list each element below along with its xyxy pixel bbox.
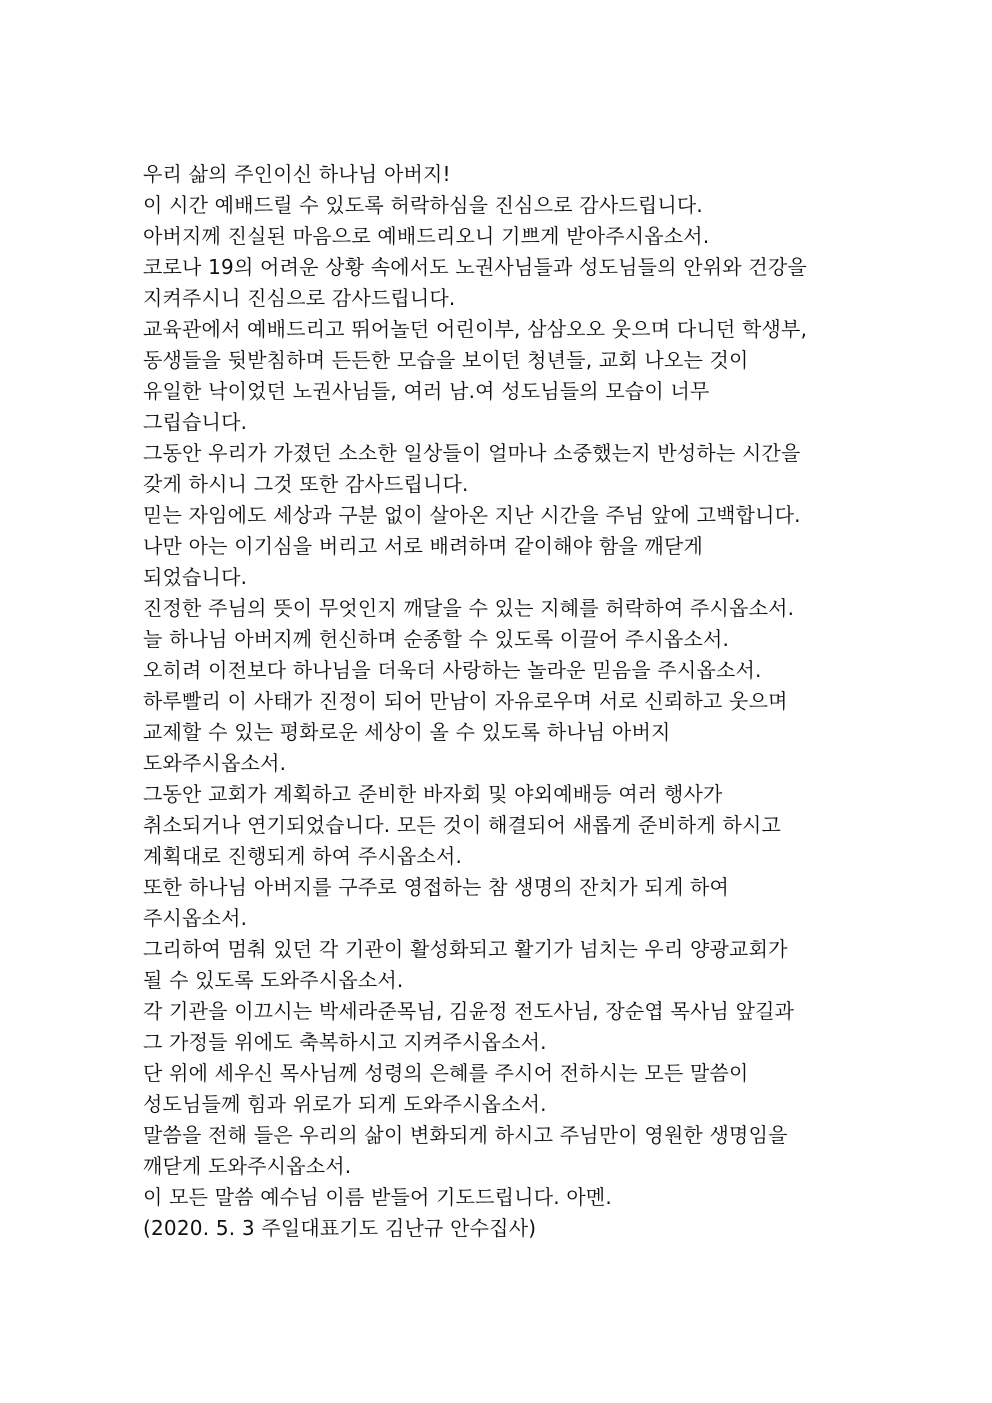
text-line: 이 모든 말씀 예수님 이름 받들어 기도드립니다. 아멘. xyxy=(143,1185,612,1209)
text-line: 진정한 주님의 뜻이 무엇인지 깨달을 수 있는 지혜를 허락하여 주시옵소서. xyxy=(143,596,795,620)
text-line: 취소되거나 연기되었습니다. 모든 것이 해결되어 새롭게 준비하게 하시고 xyxy=(143,813,782,837)
text-line: 이 시간 예배드릴 수 있도록 허락하심을 진심으로 감사드립니다. xyxy=(143,193,703,217)
text-line: 말씀을 전해 들은 우리의 삶이 변화되게 하시고 주님만이 영원한 생명임을 xyxy=(143,1123,788,1147)
text-line: 갖게 하시니 그것 또한 감사드립니다. xyxy=(143,472,469,496)
text-line: 그동안 우리가 가졌던 소소한 일상들이 얼마나 소중했는지 반성하는 시간을 xyxy=(143,441,801,465)
text-line: 되었습니다. xyxy=(143,565,248,589)
text-line: 깨닫게 도와주시옵소서. xyxy=(143,1154,352,1178)
text-line: 그동안 교회가 계획하고 준비한 바자회 및 야외예배등 여러 행사가 xyxy=(143,782,723,806)
text-line: 그리하여 멈춰 있던 각 기관이 활성화되고 활기가 넘치는 우리 양광교회가 xyxy=(143,937,788,961)
text-line: 동생들을 뒷받침하며 든든한 모습을 보이던 청년들, 교회 나오는 것이 xyxy=(143,348,749,372)
signature-line: (2020. 5. 3 주일대표기도 김난규 안수집사) xyxy=(143,1216,537,1240)
text-line: 교육관에서 예배드리고 뛰어놀던 어린이부, 삼삼오오 웃으며 다니던 학생부, xyxy=(143,317,808,341)
text-line: 단 위에 세우신 목사님께 성령의 은혜를 주시어 전하시는 모든 말씀이 xyxy=(143,1061,749,1085)
text-line: 늘 하나님 아버지께 헌신하며 순종할 수 있도록 이끌어 주시옵소서. xyxy=(143,627,730,651)
text-line: 될 수 있도록 도와주시옵소서. xyxy=(143,968,404,992)
text-line: 믿는 자임에도 세상과 구분 없이 살아온 지난 시간을 주님 앞에 고백합니다. xyxy=(143,503,801,527)
text-line: 그 가정들 위에도 축복하시고 지켜주시옵소서. xyxy=(143,1030,547,1054)
text-line: 성도님들께 힘과 위로가 되게 도와주시옵소서. xyxy=(143,1092,547,1116)
text-line: 또한 하나님 아버지를 구주로 영접하는 참 생명의 잔치가 되게 하여 xyxy=(143,875,730,899)
text-line: 코로나 19의 어려운 상황 속에서도 노권사님들과 성도님들의 안위와 건강을 xyxy=(143,255,807,279)
text-line: 지켜주시니 진심으로 감사드립니다. xyxy=(143,286,456,310)
text-line: 하루빨리 이 사태가 진정이 되어 만남이 자유로우며 서로 신뢰하고 웃으며 xyxy=(143,689,788,713)
text-line: 그립습니다. xyxy=(143,410,248,434)
text-line: 유일한 낙이었던 노권사님들, 여러 남.여 성도님들의 모습이 너무 xyxy=(143,379,710,403)
text-line: 아버지께 진실된 마음으로 예배드리오니 기쁘게 받아주시옵소서. xyxy=(143,224,710,248)
text-line: 계획대로 진행되게 하여 주시옵소서. xyxy=(143,844,463,868)
text-line: 우리 삶의 주인이신 하나님 아버지! xyxy=(143,162,451,186)
document-body xyxy=(143,159,863,1244)
text-line: 오히려 이전보다 하나님을 더욱더 사랑하는 놀라운 믿음을 주시옵소서. xyxy=(143,658,762,682)
text-line: 나만 아는 이기심을 버리고 서로 배려하며 같이해야 함을 깨닫게 xyxy=(143,534,703,558)
text-line: 주시옵소서. xyxy=(143,906,248,930)
text-line: 각 기관을 이끄시는 박세라준목님, 김윤정 전도사님, 장순엽 목사님 앞길과 xyxy=(143,999,795,1023)
text-line: 교제할 수 있는 평화로운 세상이 올 수 있도록 하나님 아버지 xyxy=(143,720,671,744)
text-line: 도와주시옵소서. xyxy=(143,751,287,775)
